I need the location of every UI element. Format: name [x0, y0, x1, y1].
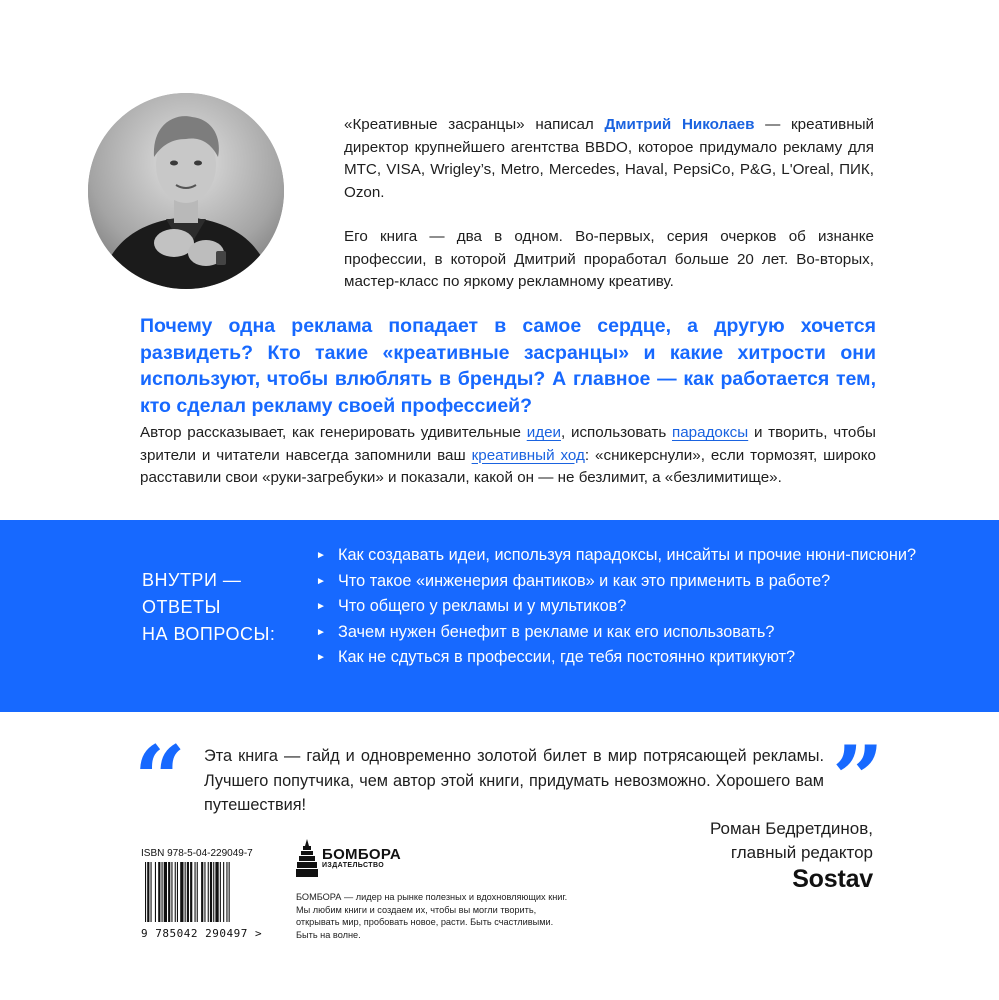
- quote-author-role: главный редактор: [730, 843, 873, 862]
- publisher-logo-icon: [296, 838, 318, 878]
- barcode: [141, 862, 271, 940]
- bullet-icon: ►: [316, 626, 326, 638]
- author-portrait-image: [88, 93, 284, 289]
- publisher-name: БОМБОРА: [322, 846, 402, 863]
- list-item: ► Зачем нужен бенефит в рекламе и как его использовать?: [316, 620, 916, 646]
- barcode-bar: [147, 862, 149, 922]
- isbn-number: ISBN 978-5-04-229049-7: [141, 848, 253, 859]
- barcode-bar: [164, 862, 167, 922]
- barcode-bar: [201, 862, 203, 922]
- publisher-subtitle: ИЗДАТЕЛЬСТВО: [322, 862, 385, 869]
- highlight-ideas: идеи: [526, 424, 561, 441]
- author-photo: [88, 93, 284, 289]
- barcode-bar: [197, 862, 198, 922]
- barcode-bar: [204, 862, 205, 922]
- barcode-bar: [190, 862, 192, 922]
- intro-paragraph-2: Его книга — два в одном. Во-первых, серия очерков об изнанке профессии, в которой Дмитрий проработал больше 20 лет. Во-вторых, мастер-класс по яркому рекламному креативу.: [344, 228, 874, 290]
- barcode-bar: [177, 862, 178, 922]
- barcode-bar: [151, 862, 152, 922]
- list-item: ► Как не сдуться в профессии, где тебя постоянно критикуют?: [316, 645, 916, 671]
- barcode-bar: [210, 862, 212, 922]
- list-item: ► Как создавать идеи, используя парадоксы, инсайты и прочие нюни-писюни?: [316, 543, 916, 569]
- quote-author: Роман Бедретдинов,: [709, 819, 873, 838]
- barcode-bar: [155, 862, 156, 922]
- list-item: ► Что общего у рекламы и у мультиков?: [316, 594, 916, 620]
- highlight-creative-move: креативный ход: [471, 446, 585, 464]
- barcode-image: [141, 862, 271, 924]
- barcode-bar: [208, 862, 209, 922]
- barcode-bar: [229, 862, 230, 922]
- bullet-icon: ►: [316, 550, 326, 561]
- author-name: Дмитрий Николаев: [604, 116, 755, 133]
- inside-label: ВНУТРИ — ОТВЕТЫ НА ВОПРОСЫ:: [142, 570, 276, 644]
- review-quote: Эта книга — гайд и одновременно золотой билет в мир потрясающей рекламы. Лучшего попутчика, чем автор этой книги, придумать невозможно. Хорошего вам путешествия!: [204, 747, 824, 814]
- barcode-bar: [223, 862, 224, 922]
- questions-list: [316, 543, 916, 671]
- publisher-logo: [296, 838, 401, 878]
- close-quote-icon: ”: [832, 726, 884, 832]
- barcode-bar: [180, 862, 183, 922]
- barcode-bar: [162, 862, 163, 922]
- barcode-bar: [187, 862, 189, 922]
- bullet-icon: ►: [316, 601, 326, 612]
- barcode-bar: [185, 862, 186, 922]
- barcode-bar: [145, 862, 146, 922]
- quote-signature: [710, 817, 873, 865]
- description-paragraph: Автор рассказывает, как генерировать удивительные идеи, использовать парадоксы и творить, чтобы зрители и читатели навсегда запомнили ваш креативный ход: «сникерснули», если тормозят, широко расставили свои «руки-загребуки» и показали, какой он — не безлимит, а «безлимитище».: [140, 424, 876, 486]
- barcode-bar: [226, 862, 227, 922]
- headline-questions: Почему одна реклама попадает в самое сердце, а другую хочется развидеть? Кто такие «креативные засранцы» и какие хитрости они используют, чтобы влюблять в бренды? А главное — как работается тем, кто сделал рекламу своей профессией?: [140, 315, 876, 417]
- highlight-paradoxes: парадоксы: [672, 424, 749, 441]
- barcode-bar: [195, 862, 196, 922]
- bullet-icon: ►: [316, 652, 326, 663]
- barcode-bar: [175, 862, 176, 922]
- barcode-bar: [158, 862, 160, 922]
- barcode-bar: [220, 862, 221, 922]
- list-item: ► Что такое «инженерия фантиков» и как это применить в работе?: [316, 569, 916, 595]
- bullet-icon: ►: [316, 575, 326, 587]
- intro-paragraph-1: «Креативные засранцы» написал Дмитрий Николаев — креативный директор крупнейшего агентства BBDO, которое придумало рекламу для МТС, VISA, Wrigley’s, Metro, Mercedes, Haval, PepsiCo, P&G, L'Oreal, ПИК, Ozon.: [344, 116, 874, 201]
- barcode-digits: 9 785042 290497 >: [141, 927, 263, 940]
- open-quote-icon: “: [134, 726, 186, 832]
- barcode-bar: [168, 862, 170, 922]
- publisher-description: БОМБОРА — лидер на рынке полезных и вдохновляющих книг. Мы любим книги и создаем их, чтобы вы могли творить, открывать мир, пробовать новое, расти. Быть счастливыми. Быть на волне.: [296, 892, 568, 940]
- barcode-bar: [171, 862, 172, 922]
- barcode-bar: [215, 862, 218, 922]
- barcode-bar: [213, 862, 214, 922]
- sostav-logo: Sostav: [792, 865, 873, 893]
